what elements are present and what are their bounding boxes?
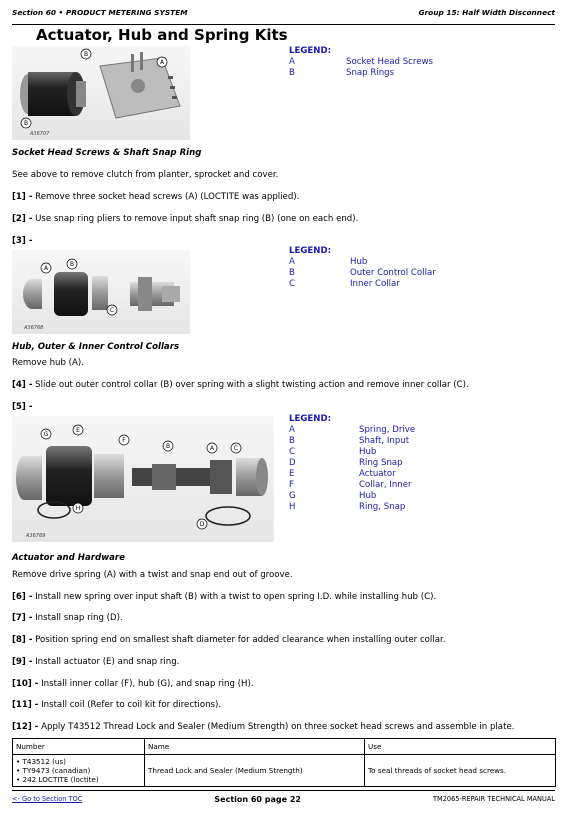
step [12, 592, 436, 602]
step-text: Remove three socket head screws (A) (LOCTITE was applied). [32, 192, 300, 202]
svg-text:C: C [109, 307, 115, 314]
page-number: Section 60 page 22 [214, 794, 301, 804]
legend-title: LEGEND: [289, 246, 332, 256]
actuator-hardware-illustration [12, 416, 274, 542]
column-header-number: Number [13, 739, 145, 755]
part-numbers-cell [13, 755, 145, 787]
part-use-cell: To seal threads of socket head screws. [365, 755, 556, 787]
legend-value: Hub [359, 491, 377, 501]
legend-value: Inner Collar [350, 279, 400, 289]
step-text: Install new spring over input shaft (B) with a twist to open spring I.D. while installing hub (C). [32, 592, 437, 602]
step-text: Use snap ring pliers to remove input shaft snap ring (B) (one on each end). [32, 214, 359, 224]
step-number: [6] - [12, 592, 33, 602]
svg-text:D: D [199, 521, 205, 528]
legend-row [289, 425, 415, 436]
svg-text:B: B [83, 51, 89, 58]
svg-text:A: A [43, 265, 49, 272]
step [12, 236, 32, 246]
step-text: Install coil (Refer to coil kit for directions). [38, 700, 222, 710]
paragraph: Remove hub (A). [12, 358, 85, 368]
page-footer [12, 790, 555, 807]
legend-key: D [289, 458, 296, 468]
page-header [12, 8, 555, 25]
legend-2 [289, 246, 436, 290]
step [12, 613, 123, 623]
legend-key: F [289, 480, 294, 490]
legend-row [289, 68, 433, 79]
legend-key: H [289, 502, 296, 512]
step-number: [1] - [12, 192, 33, 202]
legend-1 [289, 46, 433, 79]
step-text: Install inner collar (F), hub (G), and snap ring (H). [38, 679, 254, 689]
legend-key: B [289, 268, 295, 278]
legend-value: Ring Snap [359, 458, 403, 468]
part-number: • TY9473 (canadian) [16, 766, 91, 775]
table-header-row [13, 739, 556, 755]
manual-title: TM2065-REPAIR TECHNICAL MANUAL [433, 795, 555, 803]
legend-key: B [289, 436, 295, 446]
section-title: Socket Head Screws & Shaft Snap Ring [12, 148, 202, 158]
hub-collars-illustration [12, 250, 190, 334]
legend-value: Socket Head Screws [346, 57, 434, 67]
figure-hub-collars [12, 250, 190, 334]
step-number: [12] - [12, 722, 39, 732]
figure-id: A36769 [26, 533, 46, 539]
legend-row [289, 458, 415, 469]
svg-text:F: F [122, 437, 126, 444]
step-text: Install snap ring (D). [32, 613, 123, 623]
legend-key: C [289, 447, 296, 457]
column-header-name: Name [145, 739, 365, 755]
legend-value: Outer Control Collar [350, 268, 436, 278]
part-name-cell: Thread Lock and Sealer (Medium Strength) [145, 755, 365, 787]
step-number: [9] - [12, 657, 33, 667]
svg-text:B: B [69, 261, 75, 268]
svg-text:A: A [159, 59, 165, 66]
legend-value: Ring, Snap [359, 502, 406, 512]
figure-actuator-hardware [12, 416, 274, 542]
parts-table [12, 738, 556, 787]
step-number: [2] - [12, 214, 33, 224]
legend-value: Snap Rings [346, 68, 395, 78]
step-number: [4] - [12, 380, 33, 390]
legend-key: C [289, 279, 296, 289]
step-number: [7] - [12, 613, 33, 623]
paragraph: Remove drive spring (A) with a twist and snap end out of groove. [12, 570, 293, 580]
step-number: [11] - [12, 700, 39, 710]
header-section: Section 60 • PRODUCT METERING SYSTEM [12, 8, 188, 17]
table-row [13, 755, 556, 787]
figure-id: A36707 [30, 131, 50, 137]
column-header-use: Use [365, 739, 556, 755]
legend-value: Collar, Inner [359, 480, 412, 490]
legend-key: A [289, 425, 295, 435]
svg-text:E: E [76, 427, 80, 434]
legend-row [289, 268, 436, 279]
step [12, 192, 299, 202]
step-number: [5] - [12, 402, 33, 412]
step-text: Install actuator (E) and snap ring. [32, 657, 180, 667]
svg-text:C: C [233, 445, 239, 452]
legend-key: A [289, 257, 295, 267]
legend-value: Shaft, Input [359, 436, 410, 446]
section-toc-link[interactable]: <- Go to Section TOC [12, 795, 83, 803]
step-text: Position spring end on smallest shaft diameter for added clearance when installing outer collar. [32, 635, 446, 645]
step [12, 402, 32, 412]
svg-text:G: G [43, 431, 49, 438]
legend-value: Hub [359, 447, 377, 457]
page-title: Actuator, Hub and Spring Kits [36, 26, 288, 44]
legend-value: Actuator [359, 469, 396, 479]
part-number: • T43512 (us) [16, 757, 66, 766]
step [12, 635, 445, 645]
figure-id: A36768 [24, 325, 44, 331]
header-group: Group 15: Half Width Disconnect [418, 8, 555, 17]
legend-key: E [289, 469, 295, 479]
step [12, 700, 221, 710]
legend-value: Spring, Drive [359, 425, 416, 435]
step [12, 679, 254, 689]
legend-row [289, 279, 436, 290]
step [12, 380, 469, 390]
step-number: [8] - [12, 635, 33, 645]
legend-row [289, 436, 415, 447]
figure-actuator-plate [12, 46, 190, 140]
part-number: • 242 LOCTITE (loctite) [16, 775, 99, 784]
step [12, 722, 514, 732]
svg-text:A: A [209, 445, 215, 452]
legend-key: G [289, 491, 296, 501]
legend-value: Hub [350, 257, 368, 267]
step-number: [10] - [12, 679, 39, 689]
svg-text:H: H [75, 505, 81, 512]
step-number: [3] - [12, 236, 33, 246]
section-title: Hub, Outer & Inner Control Collars [12, 342, 180, 352]
section-title: Actuator and Hardware [12, 553, 125, 563]
legend-3 [289, 414, 415, 513]
legend-row [289, 491, 415, 502]
legend-row [289, 447, 415, 458]
legend-key: A [289, 57, 295, 67]
legend-key: B [289, 68, 295, 78]
legend-title: LEGEND: [289, 414, 332, 424]
svg-text:B: B [165, 443, 171, 450]
svg-text:B: B [23, 120, 29, 127]
actuator-plate-illustration [12, 46, 190, 140]
legend-row [289, 469, 415, 480]
legend-row [289, 257, 436, 268]
legend-title: LEGEND: [289, 46, 332, 56]
legend-row [289, 480, 415, 491]
legend-row [289, 502, 415, 513]
step-text: Slide out outer control collar (B) over spring with a slight twisting action and remove inner collar (C). [32, 380, 469, 390]
step [12, 214, 358, 224]
legend-row [289, 57, 433, 68]
step-text: Apply T43512 Thread Lock and Sealer (Medium Strength) on three socket head screws and assemble in plate. [38, 722, 515, 732]
paragraph: See above to remove clutch from planter, sprocket and cover. [12, 170, 279, 180]
step [12, 657, 179, 667]
